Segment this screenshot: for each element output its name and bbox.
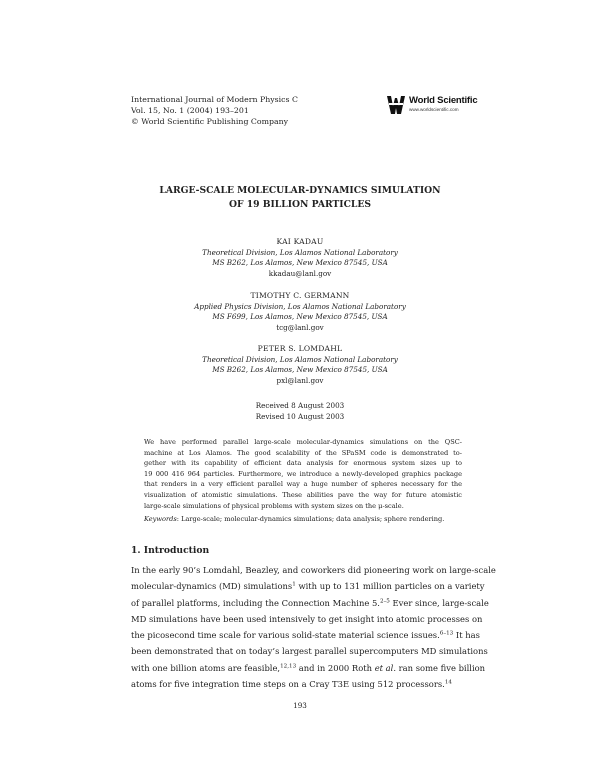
- citation: 1: [292, 581, 296, 588]
- page-number: 193: [293, 701, 307, 710]
- author-affiliation: Applied Physics Division, Los Alamos National Laboratory: [194, 301, 406, 311]
- journal-name: International Journal of Modern Physics C: [131, 95, 298, 104]
- body-line: MD simulations have been used intensively to get insight into atomic processes on: [131, 613, 483, 624]
- body-line: of parallel platforms, including the Connection Machine 5.$^{2-5}$ Ever since, large-scale: [131, 597, 489, 608]
- author-name: PETER S. LOMDAHL: [257, 344, 343, 353]
- received-dates: [0, 401, 600, 422]
- author-email: kkadau@lanl.gov: [268, 268, 332, 278]
- author-affiliation: Theoretical Division, Los Alamos National Laboratory: [202, 354, 398, 364]
- ws-emblem-icon: [386, 94, 406, 116]
- abstract-line: gether with its capability of efficient data analysis for enormous system sizes up to: [144, 459, 462, 468]
- publisher-tagline: www.worldscientific.com: [409, 107, 459, 112]
- author-block: [0, 237, 600, 279]
- abstract-line: that renders in a very efficient parallel way a huge number of spheres necessary for the: [144, 480, 462, 489]
- body-line: with one billion atoms are feasible,$^{12,13}$ and in 2000 Roth et al. ran some five billion: [131, 662, 486, 673]
- author-address: MS B262, Los Alamos, New Mexico 87545, USA: [212, 258, 388, 267]
- body-line: the picosecond time scale for various solid-state material science issues.$^{6-13}$ It has: [131, 630, 480, 641]
- author-email: pxl@lanl.gov: [276, 375, 324, 385]
- body-line: molecular-dynamics (MD) simulations$^1$ with up to 131 million particles on a variety: [131, 581, 485, 592]
- copyright-line: © World Scientific Publishing Company: [131, 117, 289, 126]
- keywords-text: : Large-scale; molecular-dynamics simulations; data analysis; sphere rendering.: [176, 515, 445, 523]
- section-heading: 1. Introduction: [131, 545, 210, 556]
- author-block: [0, 291, 600, 333]
- citation: 12,13: [280, 663, 297, 670]
- abstract-line: large-scale simulations of physical problems with system sizes on the μ-scale.: [144, 501, 404, 510]
- publisher-wordmark: World Scientific: [409, 95, 478, 106]
- abstract-line: 19 000 416 964 particles. Furthermore, we introduce a newly-developed graphics package: [144, 469, 462, 478]
- author-email: tcg@lanl.gov: [276, 322, 324, 332]
- citation: 2–5: [379, 598, 390, 605]
- volume-info: Vol. 15, No. 1 (2004) 193–201: [131, 106, 249, 115]
- body-line: atoms for five integration time steps on a Cray T3E using 512 processors.$^{14}$: [131, 679, 452, 690]
- author-affiliation: Theoretical Division, Los Alamos National Laboratory: [202, 247, 398, 257]
- author-block: [0, 344, 600, 386]
- author-address: MS B262, Los Alamos, New Mexico 87545, USA: [212, 365, 388, 374]
- body-paragraph: [131, 562, 496, 692]
- paper-title: [0, 184, 600, 211]
- abstract: [144, 437, 462, 511]
- keywords: [144, 514, 474, 524]
- body-line: been demonstrated that on today’s largest parallel supercomputers MD simulations: [131, 646, 488, 657]
- keywords-label: Keywords: [144, 515, 177, 523]
- author-address: MS F699, Los Alamos, New Mexico 87545, USA: [212, 312, 388, 321]
- abstract-line: visualization of atomistic simulations. These abilities pave the way for future atomistic: [144, 490, 462, 499]
- received-date: Received 8 August 2003: [255, 401, 345, 410]
- journal-header: [131, 94, 298, 127]
- abstract-line: machine at Los Alamos. The good scalability of the SPaSM code is demonstrated to-: [144, 448, 462, 457]
- author-name: KAI KADAU: [276, 237, 324, 246]
- publisher-logo: [386, 94, 486, 120]
- author-name: TIMOTHY C. GERMANN: [250, 291, 350, 300]
- revised-date: Revised 10 August 2003: [255, 411, 345, 421]
- citation: 6–13: [439, 630, 454, 637]
- citation: 14: [444, 679, 452, 686]
- abstract-line: We have performed parallel large-scale molecular-dynamics simulations on the QSC-: [144, 438, 462, 446]
- title-line-1: LARGE-SCALE MOLECULAR-DYNAMICS SIMULATION: [159, 185, 441, 196]
- body-line: In the early 90’s Lomdahl, Beazley, and coworkers did pioneering work on large-scale: [131, 565, 496, 575]
- title-line-2: OF 19 BILLION PARTICLES: [229, 198, 371, 210]
